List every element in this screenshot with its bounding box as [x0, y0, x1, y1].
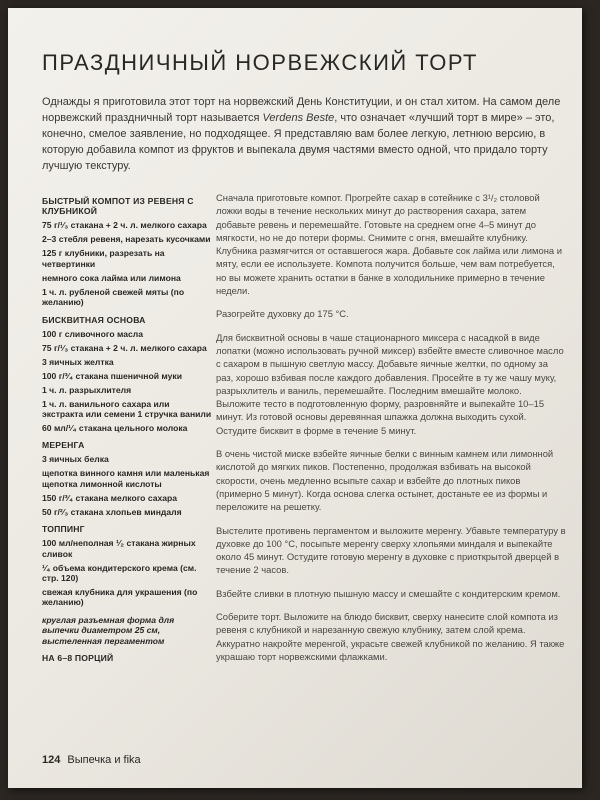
base-ingredient: 1 ч. л. разрыхлителя [42, 384, 132, 395]
page-number: 124 [42, 754, 61, 766]
topping-ingredient: 100 мл/неполная ¹⁄₂ стакана жирных сливок [42, 538, 196, 559]
page-footer [42, 754, 141, 766]
meringue-heading: МЕРЕНГА [42, 440, 85, 451]
compote-ingredient: 2–3 стебля ревеня, нарезать кусочками [42, 234, 211, 245]
intro-cake-name: Verdens Beste [262, 112, 335, 124]
topping-ingredient: свежая клубника для украшения (по желанию) [42, 587, 198, 608]
method-step: В очень чистой миске взбейте яичные белки с винным камнем или лимонной кислотой до мягких пиков. Постепенно, продолжая взбивать на высокой скорости, очень медленно всыпьте сахар и взбейте до плотных пиков (примерно 5 минут). Когда основа слегка остынет, достаньте ее из формы и переложите на решетку. [216, 448, 554, 513]
compote-ingredient: немного сока лайма или лимона [42, 272, 181, 283]
base-ingredient: 1 ч. л. ванильного сахара или экстракта или семени 1 стручка ванили [42, 398, 212, 420]
base-heading: БИСКВИТНАЯ ОСНОВА [42, 314, 146, 325]
compote-ingredient: 1 ч. л. рубленой свежей мяты (по желанию) [42, 286, 185, 308]
topping-heading: ТОППИНГ [42, 524, 85, 535]
base-ingredient: 100 г сливочного масла [42, 328, 143, 339]
base-ingredient: 3 яичных желтка [42, 356, 114, 367]
intro-text-2: , что означает «лучший торт в мире» – это, конечно, смелое заявление, но подходящее. Я представляю вам более легкую, летнюю версию, в которую добавила компот из фруктов и выпекала двумя частями вместо одной, что придало торту лучшую текстуру. [42, 112, 555, 172]
topping-ingredient: ¹⁄₄ объема кондитерского крема (см. стр. 120) [42, 562, 197, 584]
method-step: Для бисквитной основы в чаше стационарного миксера с насадкой в виде лопатки (можно использовать ручной миксер) взбейте вместе сливочное масло с сахаром в пышную светлую массу. Добавьте яичные желтки, по одному за раз, хорошо взбивая после каждого добавления. Просейте в ту же чашу муку, разрыхлитель и ваниль, перемешайте. Последним вмешайте молоко. Выложите тесто в подготовленную форму, разровняйте и выпекайте 10–15 минут. Из готовой основы деревянная шпажка должна выходить сухой. Остудите бисквит в форме в течение 5 минут. [216, 331, 564, 436]
method-step: Соберите торт. Выложите на блюдо бисквит, сверху нанесите слой компота из ревеня с клубникой и нарезанную свежую клубнику, затем слой крема. Аккуратно накройте меренгой, украсьте свежей клубникой по желанию. Я также украшаю торт норвежскими флажками. [216, 611, 565, 662]
pan-note: круглая разъемная форма для выпечки диаметром 25 см, выстеленная пергаментом [42, 614, 175, 646]
method-step: Сначала приготовьте компот. Прогрейте сахар в сотейнике с 3¹/₂ столовой ложки воды в течение нескольких минут до растворения сахара, затем добавьте ревень и перемешайте. Готовьте на среднем огне 4–5 минут до мягкости, но не до потери формы. Снимите с огня, вмешайте клубнику. Клубника размягчится от оставшегося жара. Добавьте сок лайма или лимона и мяту, если ее используете. Компота получится больше, чем вам потребуется, но вы можете хранить остатки в банке в холодильнике примерно в течение недели. [216, 192, 562, 297]
base-ingredient: 100 г/³⁄₄ стакана пшеничной муки [42, 370, 182, 381]
recipe-title: ПРАЗДНИЧНЫЙ НОРВЕЖСКИЙ ТОРТ [42, 50, 478, 75]
method-step: Взбейте сливки в плотную пышную массу и смешайте с кондитерским кремом. [216, 587, 561, 599]
compote-heading: БЫСТРЫЙ КОМПОТ ИЗ РЕВЕНЯ С КЛУБНИКОЙ [42, 196, 194, 217]
compote-ingredient: 75 г/¹⁄₃ стакана + 2 ч. л. мелкого сахара [42, 220, 207, 231]
recipe-intro [42, 94, 564, 174]
method-column [216, 191, 566, 673]
base-ingredient: 75 г/¹⁄₃ стакана + 2 ч. л. мелкого сахара [42, 342, 207, 353]
meringue-ingredient: 150 г/³⁄₄ стакана мелкого сахара [42, 492, 178, 503]
intro-text-1: Однажды я приготовила этот торт на норвежский День Конституции, и он стал хитом. На самом деле норвежский праздничный торт называется [42, 96, 561, 124]
ingredients-column [42, 196, 212, 664]
book-page [8, 8, 582, 788]
compote-ingredient: 125 г клубники, разрезать на четвертинки [42, 248, 165, 269]
method-step: Выстелите противень пергаментом и выложите меренгу. Убавьте температуру в духовке до 100 °C, посыпьте меренгу сверху хлопьями миндаля и выпекайте около 45 минут. Остудите готовую меренгу в духовке с приоткрытой дверцей в течение 2 часов. [216, 524, 566, 576]
meringue-ingredient: щепотка винного камня или маленькая щепотка лимонной кислоты [42, 468, 210, 489]
servings: НА 6–8 ПОРЦИЙ [42, 653, 114, 664]
meringue-ingredient: 3 яичных белка [42, 454, 109, 465]
section-name: Выпечка и fika [67, 754, 141, 766]
method-step: Разогрейте духовку до 175 °C. [216, 308, 349, 320]
meringue-ingredient: 50 г/²⁄₃ стакана хлопьев миндаля [42, 506, 182, 517]
base-ingredient: 60 мл/¹⁄₄ стакана цельного молока [42, 423, 188, 434]
